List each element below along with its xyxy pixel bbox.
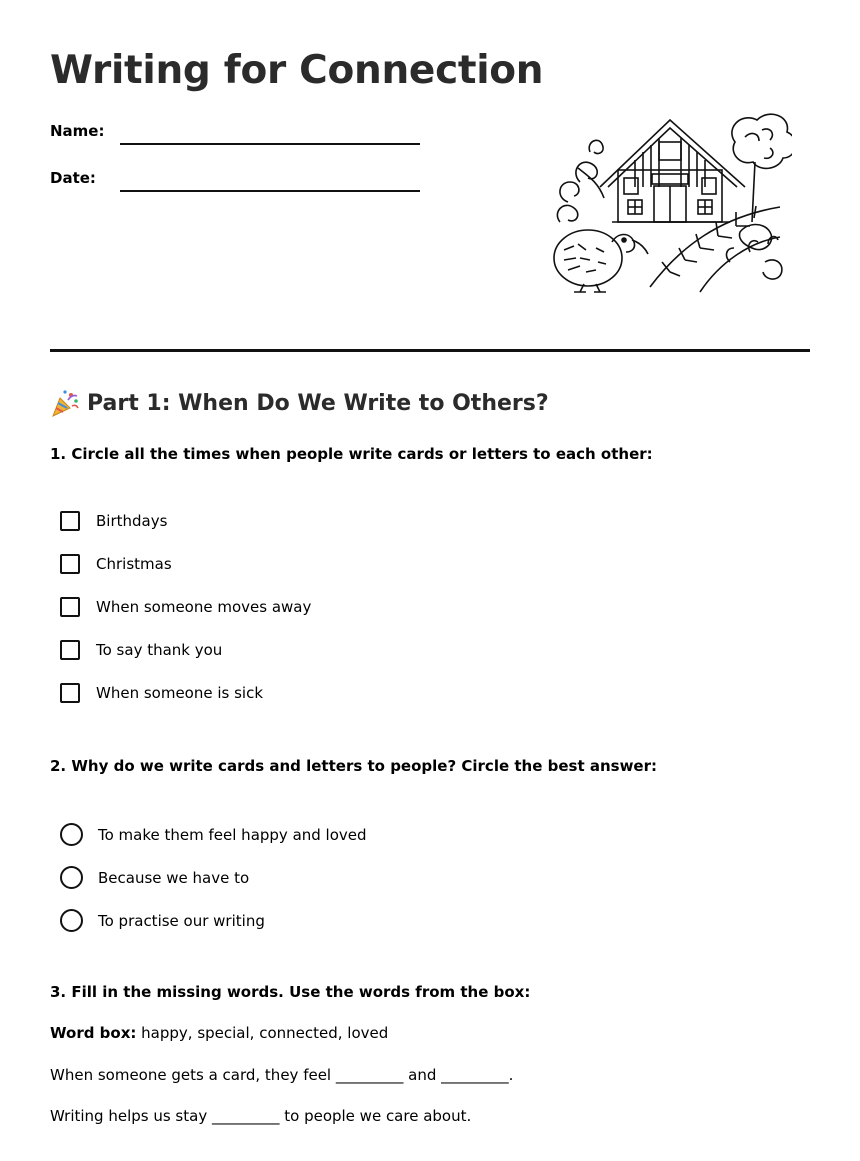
section-divider bbox=[50, 349, 810, 352]
checkbox[interactable] bbox=[60, 511, 80, 531]
fill-sentence-2: Writing helps us stay _________ to people we care about. bbox=[50, 1107, 472, 1125]
q2-option-3[interactable] bbox=[60, 909, 265, 932]
checkbox[interactable] bbox=[60, 640, 80, 660]
date-label: Date: bbox=[50, 169, 96, 187]
option-label: Because we have to bbox=[98, 868, 250, 887]
q1-option-5[interactable] bbox=[60, 683, 263, 703]
question-2: 2. Why do we write cards and letters to people? Circle the best answer: bbox=[50, 757, 657, 775]
page-title: Writing for Connection bbox=[50, 48, 544, 93]
q1-option-4[interactable] bbox=[60, 640, 222, 660]
option-label: Christmas bbox=[96, 555, 172, 573]
question-1: 1. Circle all the times when people write cards or letters to each other: bbox=[50, 445, 653, 463]
q2-option-2[interactable] bbox=[60, 866, 249, 889]
q1-option-2[interactable] bbox=[60, 554, 172, 574]
option-label: To say thank you bbox=[96, 641, 223, 659]
party-popper-icon bbox=[50, 388, 80, 418]
name-label: Name: bbox=[50, 122, 105, 140]
date-field[interactable] bbox=[120, 190, 420, 192]
part1-heading-text: Part 1: When Do We Write to Others? bbox=[87, 390, 549, 416]
word-box bbox=[50, 1024, 388, 1042]
radio-button[interactable] bbox=[60, 909, 83, 932]
option-label: To make them feel happy and loved bbox=[98, 825, 367, 844]
q1-option-3[interactable] bbox=[60, 597, 311, 617]
radio-button[interactable] bbox=[60, 823, 83, 846]
radio-button[interactable] bbox=[60, 866, 83, 889]
option-label: Birthdays bbox=[96, 512, 168, 530]
q2-option-1[interactable] bbox=[60, 823, 367, 846]
house-kiwi-fern-illustration bbox=[540, 112, 792, 298]
word-box-words: happy, special, connected, loved bbox=[141, 1024, 389, 1042]
q1-option-1[interactable] bbox=[60, 511, 167, 531]
question-3: 3. Fill in the missing words. Use the words from the box: bbox=[50, 983, 531, 1001]
fill-sentence-1: When someone gets a card, they feel _________ and _________. bbox=[50, 1066, 514, 1084]
option-label: When someone is sick bbox=[96, 684, 264, 702]
option-label: When someone moves away bbox=[96, 598, 312, 616]
checkbox[interactable] bbox=[60, 597, 80, 617]
word-box-label: Word box: bbox=[50, 1024, 137, 1042]
checkbox[interactable] bbox=[60, 683, 80, 703]
part1-heading bbox=[50, 388, 549, 418]
name-field[interactable] bbox=[120, 143, 420, 145]
checkbox[interactable] bbox=[60, 554, 80, 574]
option-label: To practise our writing bbox=[98, 911, 265, 930]
